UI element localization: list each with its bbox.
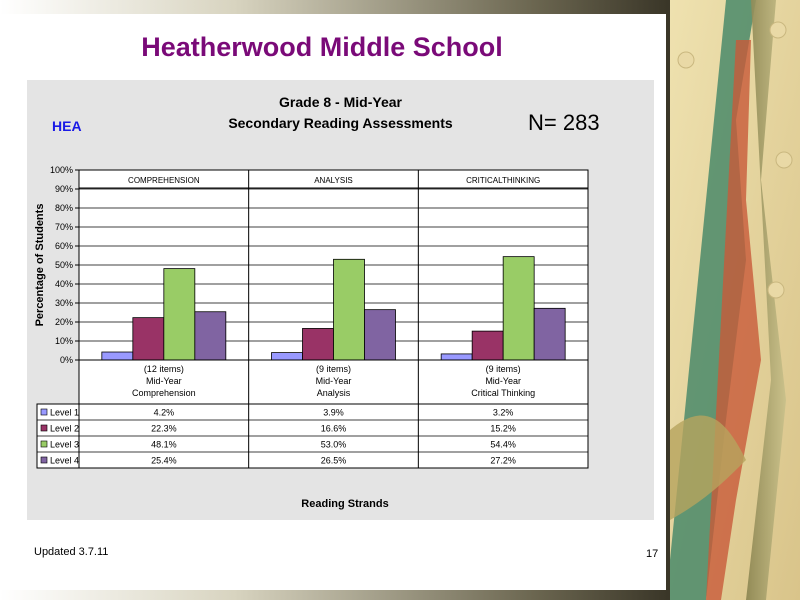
data-label: 15.2% [490,423,516,434]
bottom-gradient-bar [0,590,668,600]
bar [365,310,396,360]
y-tick-label: 40% [54,279,73,289]
data-label: 4.2% [153,407,175,418]
bar [164,269,195,360]
data-label: 3.9% [323,407,344,418]
bar [133,318,164,360]
decorative-art-panel [666,0,800,600]
bar [272,353,303,360]
y-tick-label: 30% [54,298,73,308]
bar [503,257,534,360]
data-label: 27.2% [490,455,516,466]
category-label-line3: Critical Thinking [471,388,536,398]
slide-title: Heatherwood Middle School [141,32,503,62]
bar-chart [27,80,654,520]
data-label: 26.5% [320,455,347,466]
bar [334,259,365,360]
legend-label: Level 3 [50,439,80,450]
legend-swatch [41,409,47,415]
bar [195,312,226,360]
data-label: 22.3% [151,423,177,434]
panel-header: CRITICALTHINKING [466,176,541,185]
category-label-line3: Comprehension [132,388,196,398]
bar [303,328,334,360]
category-label-line2: Mid-Year [315,376,352,386]
bar [534,308,565,360]
category-label-line2: Mid-Year [145,376,182,386]
data-label: 16.6% [320,423,347,434]
x-axis-title: Reading Strands [301,498,389,510]
category-item-count: (12 items) [143,364,184,374]
y-tick-label: 80% [54,203,73,213]
bar [102,352,133,360]
legend-swatch [41,457,47,463]
panel-header: COMPREHENSION [128,176,200,185]
panel-header: ANALYSIS [314,176,353,185]
data-label: 3.2% [492,407,514,418]
legend-label: Level 1 [50,407,80,418]
category-item-count: (9 items) [315,364,352,374]
chart-title-line1: Grade 8 - Mid-Year [279,94,402,110]
y-tick-label: 10% [54,336,73,346]
y-tick-label: 0% [59,355,73,365]
y-axis-title: Percentage of Students [34,203,46,327]
data-label: 54.4% [490,439,516,450]
y-tick-label: 50% [54,260,73,270]
y-tick-label: 60% [54,241,73,251]
top-gradient-bar [0,0,668,14]
data-label: 48.1% [151,439,177,450]
category-item-count: (9 items) [485,364,521,374]
updated-date: Updated 3.7.11 [34,546,109,558]
bar [472,331,503,360]
school-code: HEA [52,118,82,134]
data-label: 25.4% [151,455,177,466]
legend-label: Level 2 [50,423,80,434]
legend-label: Level 4 [50,455,80,466]
y-tick-label: 20% [54,317,73,327]
category-label-line2: Mid-Year [485,376,522,386]
page-number: 17 [646,548,659,560]
legend-swatch [41,441,47,447]
y-tick-label: 100% [49,165,73,175]
data-label: 53.0% [320,439,347,450]
chart-title-line2: Secondary Reading Assessments [228,115,453,131]
category-label-line3: Analysis [316,388,351,398]
n-count: N= 283 [528,110,600,135]
y-tick-label: 90% [54,184,73,194]
y-tick-label: 70% [54,222,73,232]
bar [441,354,472,360]
legend-swatch [41,425,47,431]
chart-panel [27,80,654,520]
